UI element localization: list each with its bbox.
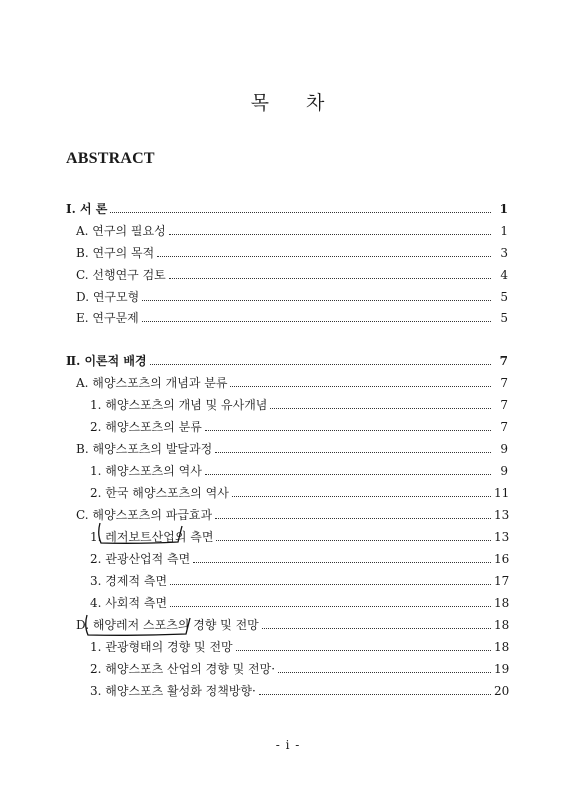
toc-entry bbox=[66, 350, 508, 368]
toc-entry-page: 7 bbox=[500, 376, 508, 390]
dot-leader bbox=[169, 234, 491, 235]
toc-entry bbox=[90, 592, 508, 610]
toc-entry-label: D. 연구모형 bbox=[76, 290, 140, 304]
toc-entry bbox=[76, 242, 508, 260]
page-title-part2: 차 bbox=[306, 92, 326, 114]
toc-entry bbox=[76, 220, 508, 238]
toc-entry bbox=[90, 416, 508, 434]
toc-entry-label: A. 연구의 필요성 bbox=[76, 224, 166, 238]
dot-leader bbox=[216, 540, 491, 541]
toc-entry-label: A. 해양스포츠의 개념과 분류 bbox=[76, 376, 228, 390]
toc-entry bbox=[76, 264, 508, 282]
toc-entry-page: 17 bbox=[494, 574, 510, 588]
toc-entry-page: 18 bbox=[494, 640, 510, 654]
dot-leader bbox=[170, 584, 491, 585]
toc-entry-page: 16 bbox=[494, 552, 510, 566]
dot-leader bbox=[110, 212, 491, 213]
toc-entry bbox=[76, 614, 508, 632]
toc-entry bbox=[90, 526, 508, 544]
toc-entry-page: 5 bbox=[500, 311, 508, 325]
toc-entry-label: 1. 관광형태의 경향 및 전망 bbox=[90, 640, 233, 654]
toc-entry-label: B. 연구의 목적 bbox=[76, 246, 155, 260]
toc-entry-page: 13 bbox=[494, 508, 510, 522]
toc-entry bbox=[76, 307, 508, 325]
toc-entry-page: 9 bbox=[500, 464, 508, 478]
toc-entry bbox=[76, 438, 508, 456]
toc-entry-label: 1. 레저보트산업의 측면 bbox=[90, 530, 214, 544]
toc-entry bbox=[90, 658, 508, 676]
abstract-heading: ABSTRACT bbox=[66, 150, 155, 167]
toc-entry-page: 7 bbox=[500, 420, 508, 434]
dot-leader bbox=[193, 562, 491, 563]
dot-leader bbox=[142, 300, 491, 301]
toc-entry-label: D. 해양레저 스포츠의 경향 및 전망 bbox=[76, 618, 259, 632]
page-number-footer: - i - bbox=[275, 738, 301, 752]
page-title-part1: 목 bbox=[250, 92, 270, 114]
toc-entry-label: 2. 해양스포츠의 분류 bbox=[90, 420, 202, 434]
toc-entry-label: 1. 해양스포츠의 개념 및 유사개념 bbox=[90, 398, 268, 412]
dot-leader bbox=[142, 321, 491, 322]
toc-entry-page: 11 bbox=[494, 486, 510, 500]
dot-leader bbox=[170, 606, 491, 607]
toc-entry bbox=[90, 570, 508, 588]
dot-leader bbox=[230, 386, 491, 387]
toc-entry-label: Ⅱ. 이론적 배경 bbox=[66, 354, 147, 368]
toc-entry-page: 5 bbox=[500, 290, 508, 304]
toc-entry bbox=[76, 286, 508, 304]
toc-entry-page: 1 bbox=[499, 202, 508, 216]
dot-leader bbox=[270, 408, 491, 409]
toc-entry-page: 18 bbox=[494, 596, 510, 610]
toc-entry-label: I. 서 론 bbox=[66, 202, 108, 216]
toc-entry-label: 3. 경제적 측면 bbox=[90, 574, 168, 588]
toc-entry-page: 3 bbox=[500, 246, 508, 260]
dot-leader bbox=[215, 518, 491, 519]
dot-leader bbox=[215, 452, 491, 453]
dot-leader bbox=[278, 672, 491, 673]
dot-leader bbox=[205, 430, 491, 431]
toc-entry-label: B. 해양스포츠의 발달과정 bbox=[76, 442, 213, 456]
toc-entry-label: C. 선행연구 검토 bbox=[76, 268, 166, 282]
dot-leader bbox=[169, 278, 491, 279]
toc-entry bbox=[76, 504, 508, 522]
toc-entry-page: 20 bbox=[494, 684, 510, 698]
toc-entry-label: 1. 해양스포츠의 역사 bbox=[90, 464, 202, 478]
toc-entry bbox=[90, 636, 508, 654]
toc-entry-label: 2. 해양스포츠 산업의 경향 및 전망· bbox=[90, 662, 276, 676]
page-title bbox=[0, 88, 576, 115]
toc-entry bbox=[90, 548, 508, 566]
toc-entry bbox=[90, 680, 508, 698]
toc-entry-label: E. 연구문제 bbox=[76, 311, 139, 325]
toc-entry bbox=[90, 482, 508, 500]
toc-entry-page: 9 bbox=[500, 442, 508, 456]
dot-leader bbox=[259, 694, 491, 695]
dot-leader bbox=[205, 474, 491, 475]
toc-entry-page: 18 bbox=[494, 618, 510, 632]
toc-entry bbox=[76, 372, 508, 390]
toc-entry-page: 7 bbox=[500, 398, 508, 412]
toc-entry-page: 4 bbox=[500, 268, 508, 282]
toc-entry-label: 4. 사회적 측면 bbox=[90, 596, 168, 610]
toc-entry bbox=[90, 394, 508, 412]
toc-entry-page: 7 bbox=[499, 354, 508, 368]
dot-leader bbox=[157, 256, 491, 257]
dot-leader bbox=[236, 650, 491, 651]
dot-leader bbox=[232, 496, 491, 497]
toc-entry-page: 1 bbox=[500, 224, 508, 238]
dot-leader bbox=[150, 364, 491, 365]
dot-leader bbox=[262, 628, 491, 629]
toc-entry-label: 3. 해양스포츠 활성화 정책방향· bbox=[90, 684, 256, 698]
toc-entry bbox=[90, 460, 508, 478]
toc-entry bbox=[66, 198, 508, 216]
toc-entry-label: 2. 관광산업적 측면 bbox=[90, 552, 191, 566]
toc-entry-page: 13 bbox=[494, 530, 510, 544]
toc-entry-label: C. 해양스포츠의 파급효과 bbox=[76, 508, 213, 522]
toc-entry-label: 2. 한국 해양스포츠의 역사 bbox=[90, 486, 229, 500]
toc-entry-page: 19 bbox=[494, 662, 510, 676]
